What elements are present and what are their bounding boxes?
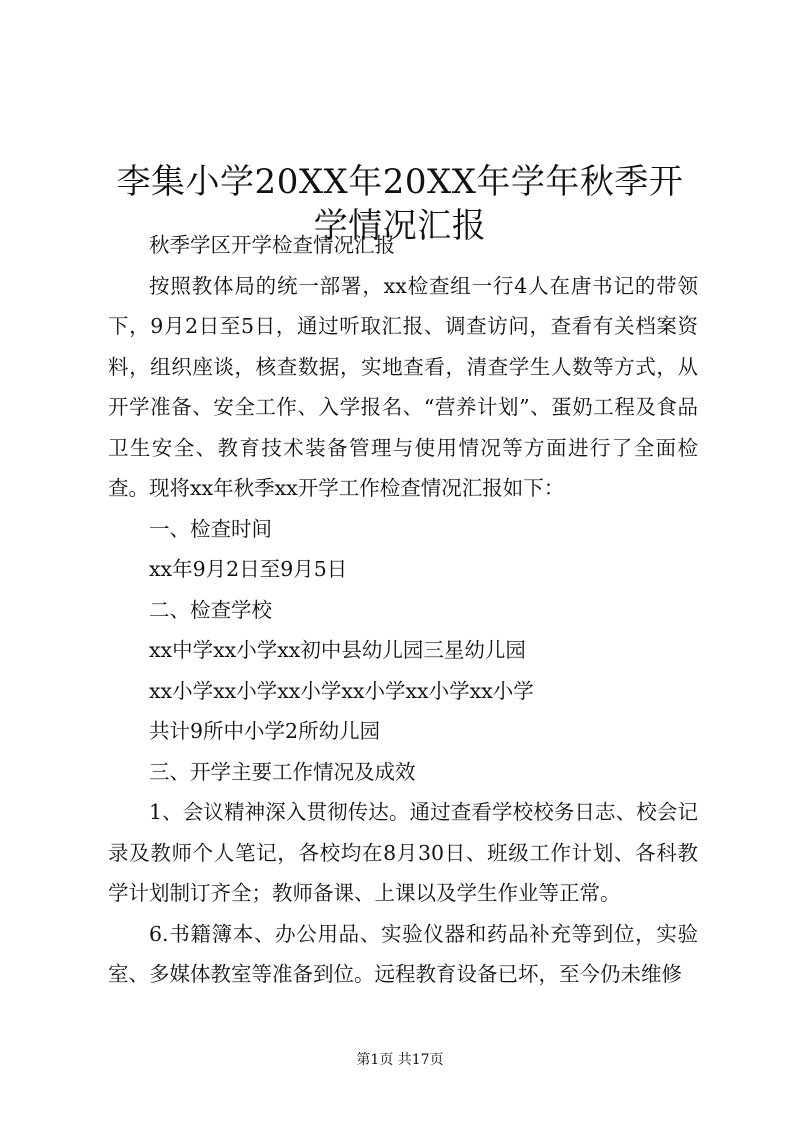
paragraph-intro: 按照教体局的统一部署，xx检查组一行4人在唐书记的带领下，9月2日至5日，通过听取汇报、调查访问，查看有关档案资料，组织座谈，核查数据，实地查看，清查学生人数等方式，从开学准备、安全工作、入学报名、“营养计划”、蛋奶工程及食品卫生安全、教育技术装备管理与使用情况等方面进行了全面检查。现将xx年秋季xx开学工作检查情况汇报如下： xyxy=(108,273,698,500)
paragraph-school-list-2: xx小学xx小学xx小学xx小学xx小学xx小学 xyxy=(149,678,534,703)
section-heading-inspection-time: 一、检查时间 xyxy=(149,516,272,541)
paragraph-school-list-1: xx中学xx小学xx初中县幼儿园三星幼儿园 xyxy=(149,638,526,662)
paragraph-item-6: 6.书籍簿本、办公用品、实验仪器和药品补充等到位，实验室、多媒体教室等准备到位。远程教育设备已坏，至今仍未维修 xyxy=(108,921,698,986)
section-heading-main-work: 三、开学主要工作情况及成效 xyxy=(149,759,416,784)
document-body xyxy=(108,225,698,995)
paragraph-inspection-dates: xx年9月2日至9月5日 xyxy=(149,557,348,581)
paragraph-school-total: 共计9所中小学2所幼儿园 xyxy=(149,719,381,743)
section-heading-inspected-schools: 二、检查学校 xyxy=(149,597,272,622)
page-footer: 第1页 共17页 xyxy=(356,1052,444,1068)
document-title: 李集小学20XX年20XX年学年秋季开学情况汇报 xyxy=(116,161,684,246)
paragraph-subtitle: 秋季学区开学检查情况汇报 xyxy=(149,233,395,257)
paragraph-item-1: 1、会议精神深入贯彻传达。通过查看学校校务日志、校会记录及教师个人笔记，各校均在8月30日、班级工作计划、各科教学计划制订齐全；教师备课、上课以及学生作业等正常。 xyxy=(108,800,698,905)
